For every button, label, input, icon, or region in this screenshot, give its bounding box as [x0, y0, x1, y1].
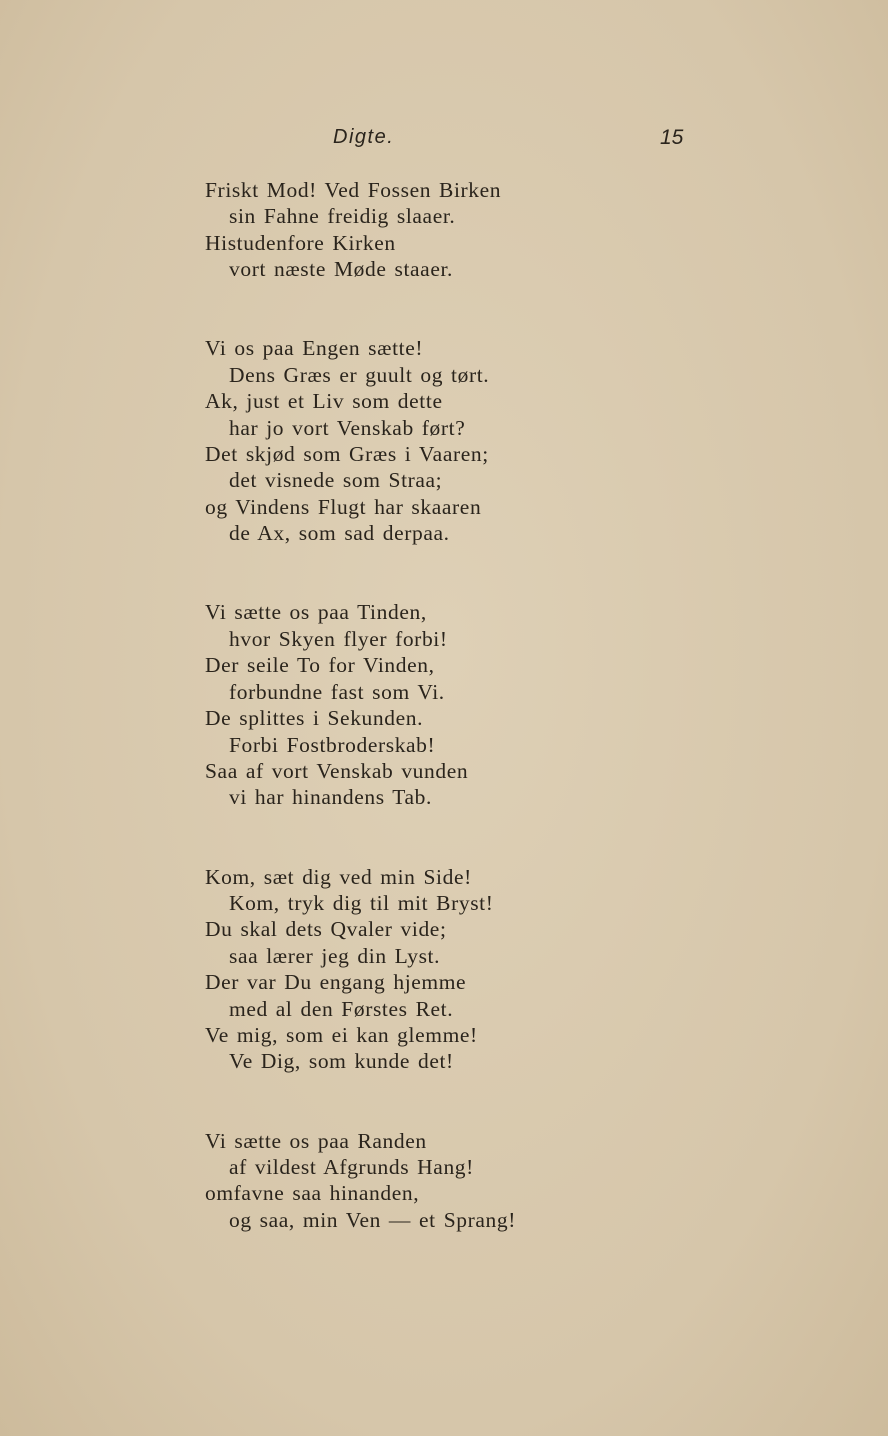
verse-line: Der var Du engang hjemme	[205, 970, 467, 995]
stanza	[205, 335, 605, 546]
verse-line: Kom, tryk dig til mit Bryst!	[229, 890, 494, 915]
verse-line: og Vindens Flugt har skaaren	[205, 494, 482, 519]
verse-line: Du skal dets Qvaler vide;	[205, 917, 447, 942]
verse-line: Histudenfore Kirken	[205, 230, 396, 255]
verse-line: de Ax, som sad derpaa.	[229, 521, 450, 546]
verse-line: Ak, just et Liv som dette	[205, 389, 443, 414]
page-number: 15	[660, 126, 684, 149]
stanza	[205, 177, 605, 283]
verse-line: Der seile To for Vinden,	[205, 653, 435, 678]
poem	[205, 177, 605, 1233]
verse-line: forbundne fast som Vi.	[229, 679, 445, 704]
verse-line: Det skjød som Græs i Vaaren;	[205, 442, 489, 467]
stanza	[205, 599, 605, 810]
verse-line: sin Fahne freidig slaaer.	[229, 204, 456, 229]
verse-line: Kom, sæt dig ved min Side!	[205, 864, 472, 889]
verse-line: Ve mig, som ei kan glemme!	[205, 1022, 478, 1047]
verse-line: Friskt Mod! Ved Fossen Birken	[205, 178, 502, 202]
verse-line: vi har hinandens Tab.	[229, 785, 432, 810]
verse-line: Forbi Fostbroderskab!	[229, 732, 436, 757]
verse-line: Vi sætte os paa Tinden,	[205, 600, 427, 625]
verse-line: saa lærer jeg din Lyst.	[229, 943, 441, 968]
running-title: Digte.	[333, 126, 395, 148]
verse-line: Ve Dig, som kunde det!	[229, 1049, 454, 1074]
verse-line: Vi os paa Engen sætte!	[205, 336, 424, 361]
verse-line: af vildest Afgrunds Hang!	[229, 1154, 474, 1179]
verse-line: med al den Førstes Ret.	[229, 996, 454, 1021]
stanza	[205, 864, 605, 1075]
stanza	[205, 1128, 605, 1234]
verse-line: og saa, min Ven — et Sprang!	[229, 1207, 516, 1232]
verse-line: omfavne saa hinanden,	[205, 1181, 420, 1206]
verse-line: hvor Skyen flyer forbi!	[229, 626, 448, 651]
verse-line: har jo vort Venskab ført?	[229, 415, 466, 440]
verse-line: Vi sætte os paa Randen	[205, 1128, 427, 1153]
verse-line: Dens Græs er guult og tørt.	[229, 362, 490, 387]
verse-line: vort næste Møde staaer.	[229, 257, 454, 282]
verse-line: De splittes i Sekunden.	[205, 706, 424, 731]
verse-line: det visnede som Straa;	[229, 468, 443, 493]
verse-line: Saa af vort Venskab vunden	[205, 758, 469, 783]
